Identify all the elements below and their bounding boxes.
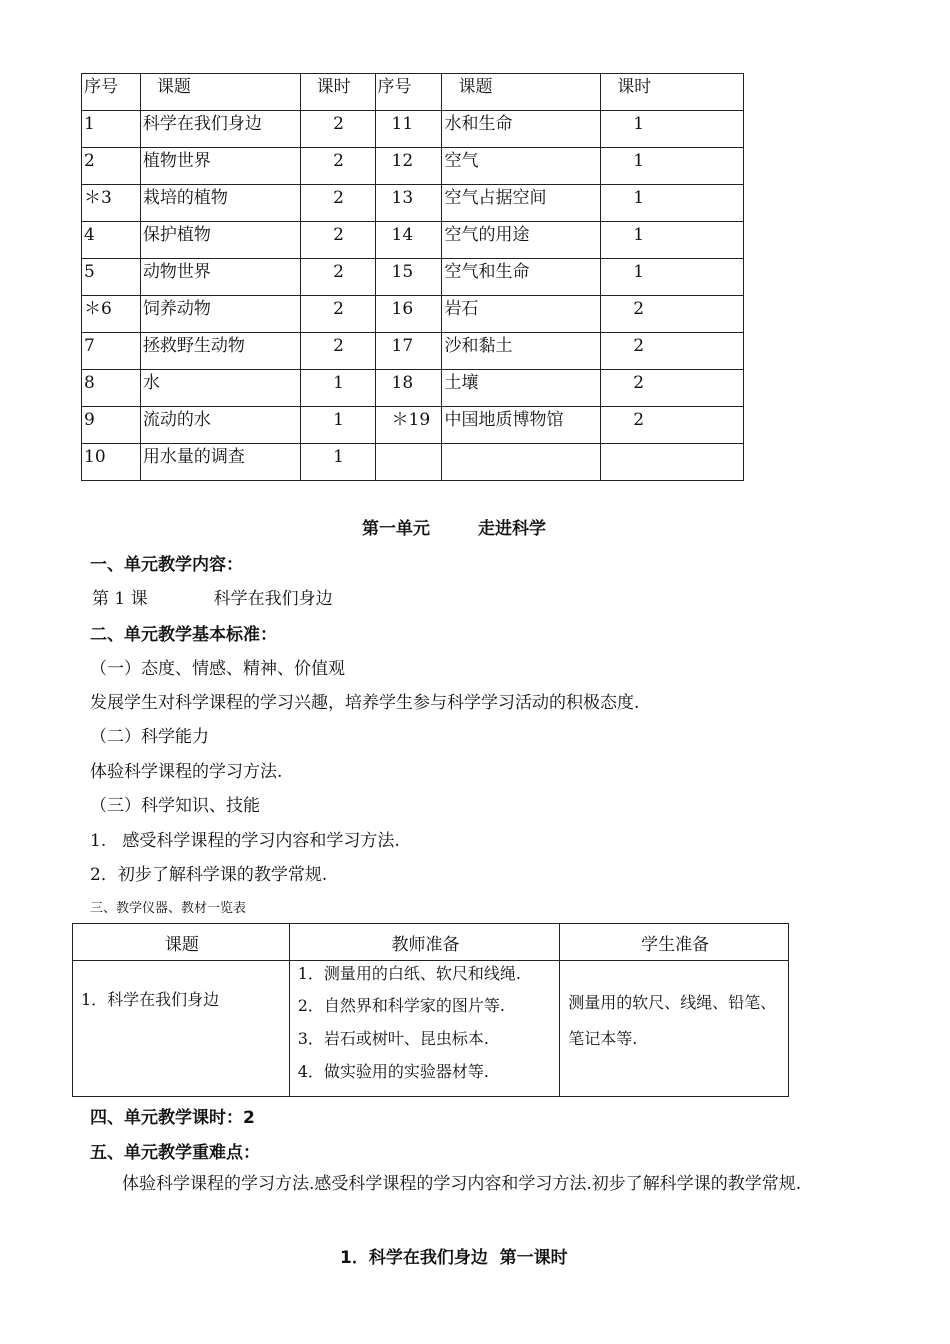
equip-teacher-cell xyxy=(289,961,560,1097)
cell-topic-2: 土壤 xyxy=(442,370,601,407)
cell-topic-2 xyxy=(442,444,601,481)
cell-topic-1: 栽培的植物 xyxy=(140,185,300,222)
schedule-row xyxy=(82,407,744,444)
cell-hours-1: 2 xyxy=(300,296,375,333)
schedule-row xyxy=(82,444,744,481)
cell-hours-2: 2 xyxy=(601,296,744,333)
cell-no-2: 14 xyxy=(375,222,442,259)
cell-no-1: 4 xyxy=(82,222,141,259)
cell-no-1: 5 xyxy=(82,259,141,296)
knowledge-item-1: 1. 感受科学课程的学习内容和学习方法. xyxy=(90,831,400,851)
cell-no-1: 9 xyxy=(82,407,141,444)
equip-header-teacher: 教师准备 xyxy=(289,924,560,961)
section-content-heading: 一、单元教学内容： xyxy=(90,555,243,575)
cell-hours-2: 2 xyxy=(601,370,744,407)
cell-hours-1: 2 xyxy=(300,148,375,185)
cell-topic-1: 用水量的调查 xyxy=(140,444,300,481)
cell-no-2: 15 xyxy=(375,259,442,296)
cell-hours-2: 1 xyxy=(601,222,744,259)
unit-name: 走进科学 xyxy=(478,519,546,539)
schedule-row xyxy=(82,370,744,407)
section-equipment-heading: 三、教学仪器、教材一览表 xyxy=(90,901,247,916)
cell-hours-1: 2 xyxy=(300,259,375,296)
cell-no-1: 2 xyxy=(82,148,141,185)
teacher-prep-item: 3．岩石或树叶、昆虫标本. xyxy=(297,1029,489,1048)
cell-no-2: 16 xyxy=(375,296,442,333)
subsection-ability: （二）科学能力 xyxy=(90,727,209,747)
unit-title xyxy=(362,514,546,539)
cell-hours-1: 1 xyxy=(300,407,375,444)
schedule-row xyxy=(82,333,744,370)
cell-hours-2: 2 xyxy=(601,407,744,444)
equipment-header-row xyxy=(73,924,789,961)
schedule-row xyxy=(82,111,744,148)
cell-topic-2: 空气 xyxy=(442,148,601,185)
cell-hours-2: 1 xyxy=(601,111,744,148)
cell-topic-1: 水 xyxy=(140,370,300,407)
cell-no-2: 13 xyxy=(375,185,442,222)
cell-topic-1: 保护植物 xyxy=(140,222,300,259)
cell-topic-1: 流动的水 xyxy=(140,407,300,444)
cell-topic-1: 植物世界 xyxy=(140,148,300,185)
cell-no-1: 1 xyxy=(82,111,141,148)
equipment-row xyxy=(73,961,789,1097)
equip-topic: 1．科学在我们身边 xyxy=(81,990,220,1009)
cell-hours-1: 1 xyxy=(300,370,375,407)
cell-no-2: ＊19 xyxy=(375,407,442,444)
cell-no-1: 7 xyxy=(82,333,141,370)
cell-topic-2: 水和生命 xyxy=(442,111,601,148)
cell-hours-1: 2 xyxy=(300,333,375,370)
equip-header-topic: 课题 xyxy=(73,924,290,961)
lesson-line xyxy=(92,584,333,609)
attitude-text: 发展学生对科学课程的学习兴趣，培养学生参与科学学习活动的积极态度. xyxy=(90,693,640,713)
lesson-heading: 1．科学在我们身边 第一课时 xyxy=(340,1248,568,1268)
cell-no-2: 17 xyxy=(375,333,442,370)
cell-no-1: 10 xyxy=(82,444,141,481)
cell-topic-1: 动物世界 xyxy=(140,259,300,296)
cell-hours-2: 1 xyxy=(601,259,744,296)
cell-hours-2: 1 xyxy=(601,185,744,222)
section-standards-heading: 二、单元教学基本标准： xyxy=(90,625,277,645)
course-schedule-table xyxy=(81,73,744,481)
cell-hours-1: 2 xyxy=(300,111,375,148)
header-topic-2: 课题 xyxy=(442,74,601,111)
cell-no-2: 11 xyxy=(375,111,442,148)
cell-topic-2: 空气占据空间 xyxy=(442,185,601,222)
cell-no-1: ＊3 xyxy=(82,185,141,222)
schedule-row xyxy=(82,148,744,185)
cell-topic-2: 空气和生命 xyxy=(442,259,601,296)
cell-topic-2: 沙和黏土 xyxy=(442,333,601,370)
student-prep: 测量用的软尺、线绳、铅笔、笔记本等. xyxy=(568,993,777,1048)
equip-header-student: 学生准备 xyxy=(560,924,789,961)
header-no-1: 序号 xyxy=(82,74,141,111)
cell-no-2: 18 xyxy=(375,370,442,407)
teacher-prep-item: 1．测量用的白纸、软尺和线绳. xyxy=(297,964,521,983)
schedule-row xyxy=(82,222,744,259)
lesson-number: 第 1 课 xyxy=(92,589,148,609)
teacher-prep-item: 2．自然界和科学家的图片等. xyxy=(297,996,505,1015)
cell-hours-2: 1 xyxy=(601,148,744,185)
cell-no-2 xyxy=(375,444,442,481)
lesson-name: 科学在我们身边 xyxy=(213,589,333,609)
cell-hours-1: 1 xyxy=(300,444,375,481)
cell-no-1: 8 xyxy=(82,370,141,407)
cell-hours-1: 2 xyxy=(300,185,375,222)
subsection-knowledge: （三）科学知识、技能 xyxy=(90,796,260,816)
subsection-attitude: （一）态度、情感、精神、价值观 xyxy=(90,659,345,679)
equipment-table xyxy=(72,923,789,1097)
cell-topic-2: 空气的用途 xyxy=(442,222,601,259)
schedule-row xyxy=(82,296,744,333)
ability-text: 体验科学课程的学习方法. xyxy=(90,762,283,782)
equip-student-cell xyxy=(560,961,789,1097)
header-hours-2: 课时 xyxy=(601,74,744,111)
header-hours-1: 课时 xyxy=(300,74,375,111)
knowledge-item-2: 2．初步了解科学课的教学常规. xyxy=(90,865,328,885)
cell-hours-1: 2 xyxy=(300,222,375,259)
cell-no-2: 12 xyxy=(375,148,442,185)
cell-no-1: ＊6 xyxy=(82,296,141,333)
cell-topic-2: 岩石 xyxy=(442,296,601,333)
cell-topic-1: 拯救野生动物 xyxy=(140,333,300,370)
cell-hours-2: 2 xyxy=(601,333,744,370)
key-points-text: 体验科学课程的学习方法.感受科学课程的学习内容和学习方法.初步了解科学课的教学常规. xyxy=(122,1174,802,1194)
header-no-2: 序号 xyxy=(375,74,442,111)
section-keypoints-heading: 五、单元教学重难点： xyxy=(90,1143,260,1163)
cell-topic-1: 饲养动物 xyxy=(140,296,300,333)
cell-topic-1: 科学在我们身边 xyxy=(140,111,300,148)
schedule-header-row xyxy=(82,74,744,111)
cell-hours-2 xyxy=(601,444,744,481)
cell-topic-2: 中国地质博物馆 xyxy=(442,407,601,444)
unit-number: 第一单元 xyxy=(362,519,430,539)
teacher-prep-item: 4．做实验用的实验器材等. xyxy=(297,1062,489,1081)
equip-topic-cell xyxy=(73,961,290,1097)
schedule-row xyxy=(82,259,744,296)
header-topic-1: 课题 xyxy=(140,74,300,111)
schedule-row xyxy=(82,185,744,222)
section-hours-heading: 四、单元教学课时：2 xyxy=(90,1108,255,1128)
